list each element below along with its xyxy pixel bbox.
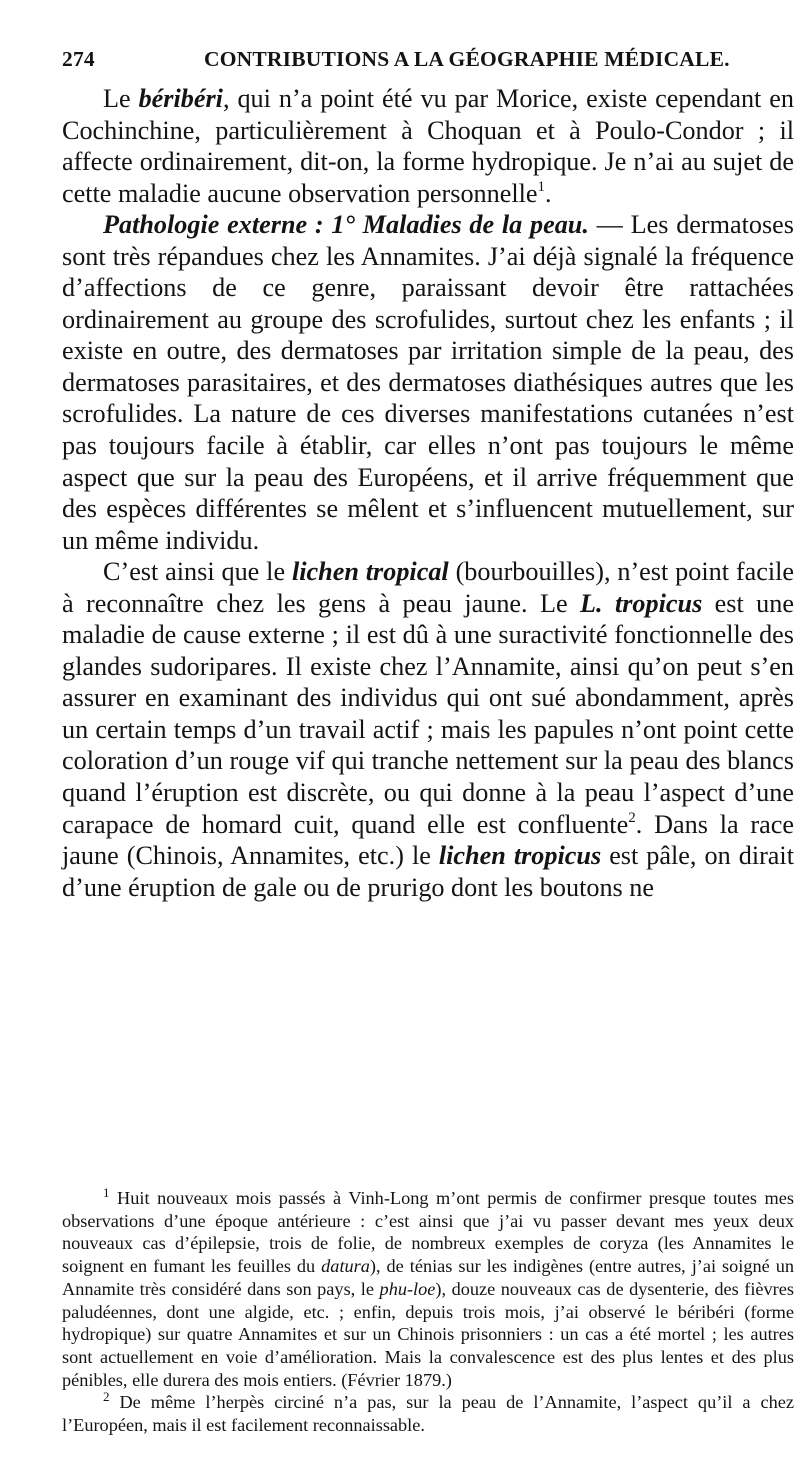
footnote-mark-1: 1 [103,1185,110,1200]
term-lichen-tropical: lichen tropical [291,557,449,587]
text-run: , qui n’a point été vu par Morice, existe cependant en Cochinchine, particulièrement à Choquan et à Poulo-Condor ; il affecte ordinairement, dit-on, la forme hydropique. Je n’ai au sujet de cette maladie aucune observation personnelle [62,84,794,208]
text-run: . Dans la race jaune (Chinois, Annamites, etc.) le [62,809,795,871]
term-l-tropicus: L. tropicus [580,588,703,618]
text-run: C’est ainsi que le [103,557,292,587]
text-run: De même l’herpès circiné n’a pas, sur la peau de l’Annamite, l’aspect qu’il a chez l’Européen, mais il est facilement reconnaissable. [62,1392,794,1436]
paragraph-dermatoses [62,209,794,556]
text-run: ), de ténias sur les indigènes (entre autres, j’ai soigné un Annamite très considéré dans son pays, le [62,1256,795,1299]
text-run: ), douze nouveaux cas de dysenterie, des fièvres paludéennes, dont une algide, etc. ; enfin, depuis trois mois, j’ai observé le béribéri (forme hydropique) sur quatre Annamites et sur un Chinois prisonniers : un cas a été mortel ; les autres sont actuellement en voie d’amélioration. Mais la convalescence est des plus lentes et des plus pénibles, elle durera des mois entiers. (Février 1879.) [62,1278,794,1390]
term-lichen-tropicus: lichen tropicus [438,841,602,871]
term-beriberi: béribéri [138,84,223,113]
term-datura: datura [321,1256,370,1277]
paragraph-lichen-tropical [62,556,794,903]
subsection-heading-maladies-peau: 1° Maladies de la peau. [331,210,589,240]
main-text [62,83,794,903]
text-run: — Les dermatoses sont très répandues chez les Annamites. J’ai déjà signalé la fréquence d’affections de ce genre, paraissant devoir être rattachées ordinairement au groupe des scrofulides, surtout chez les enfants ; il existe en outre, des dermatoses par irritation simple de la peau, des dermatoses parasitaires, et des dermatoses diathésiques autres que les scrofulides. La nature de ces diverses manifestations cutanées n’est pas toujours facile à établir, car elles n’ont pas toujours le même aspect que sur la peau des Européens, et il arrive fréquemment que des espèces différentes se mêlent et s’influencent mutuellement, sur un même individu. [62,210,794,555]
section-heading-pathologie-externe: Pathologie externe : [103,210,332,240]
footnote-1 [62,1187,794,1391]
footnotes [62,1187,794,1437]
text-run: est une maladie de cause externe ; il est dû à une suractivité fonctionnelle des glandes sudoripares. Il existe chez l’Annamite, ainsi qu’on peut s’en assurer en examinant des individus qui ont sué abondamment, après un certain temps d’un travail actif ; mais les papules n’ont point cette coloration d’un rouge vif qui tranche nettement sur la peau des blancs quand l’éruption est discrète, ou qui donne à la peau l’aspect d’une carapace de homard cuit, quand elle est confluente [62,588,794,839]
footnote-ref-2: 2 [628,809,636,826]
footnote-2 [62,1391,794,1436]
text-run: est pâle, on dirait d’une éruption de gale ou de prurigo dont les boutons ne [62,841,794,902]
running-title: CONTRIBUTIONS A LA GÉOGRAPHIE MÉDICALE. [204,47,730,71]
text-run: Huit nouveaux mois passés à Vinh-Long m’ont permis de confirmer presque toutes mes observations d’une époque antérieure : c’est ainsi que j’ai vu passer devant mes yeux deux nouveaux cas d’épilepsie, trois de folie, de nombreux exemples de coryza (les Annamites le soignent en fumant les feuilles du [62,1188,794,1277]
paragraph-beriberi [62,83,794,209]
page-number: 274 [62,47,95,71]
footnote-ref-1: 1 [537,178,546,195]
text-run: Le [103,84,139,113]
term-phu-loe: phu-loe [379,1278,436,1299]
text-run: . [545,178,552,208]
footnote-mark-2: 2 [103,1389,110,1405]
text-run: (bourbouilles), n’est point facile à reconnaître chez les gens à peau jaune. Le [62,557,795,618]
